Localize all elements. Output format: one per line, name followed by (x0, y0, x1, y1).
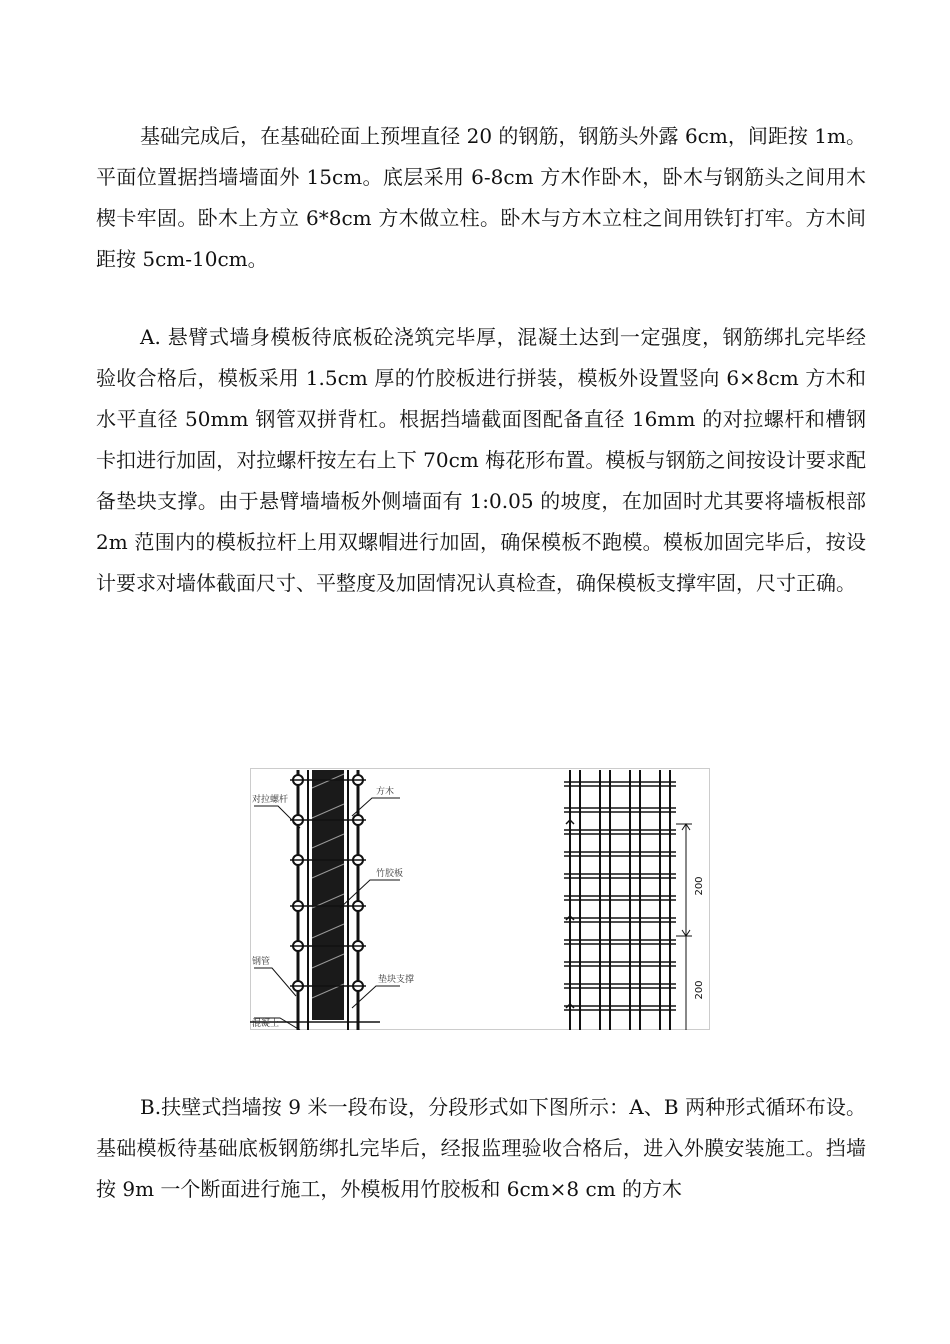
label-concrete: 混凝土 (252, 1019, 280, 1029)
paragraph-foundation: 基础完成后，在基础砼面上预埋直径 20 的钢筋，钢筋头外露 6cm，间距按 1m。平面位置据挡墙墙面外 15cm。底层采用 6-8cm 方木作卧木，卧木与钢筋头之间用木楔卡牢固。卧木上方立 6*8cm 方木做立柱。卧木与方木立柱之间用铁钉打牢。方木间距按 5cm-10cm。 (96, 124, 866, 271)
label-steel-pipe: 钢管 (252, 957, 271, 967)
dimension-lower: 200 (694, 980, 705, 1000)
label-tie-rod: 对拉螺杆 (252, 795, 289, 805)
label-bamboo-board: 竹胶板 (376, 869, 404, 879)
dimension-upper: 200 (694, 876, 705, 896)
paragraph-buttress-wall: B.扶壁式挡墙按 9 米一段布设，分段形式如下图所示：A、B 两种形式循环布设。基础模板待基础底板钢筋绑扎完毕后，经报监理验收合格后，进入外膜安装施工。挡墙按 9m 一个断面进行施工，外模板用竹胶板和 6cm×8 cm 的方木 (96, 1095, 866, 1201)
label-spacer: 垫块支撑 (378, 975, 415, 985)
label-timber: 方木 (376, 787, 395, 797)
paragraph-cantilever-wall: A. 悬臂式墙身模板待底板砼浇筑完毕厚，混凝土达到一定强度，钢筋绑扎完毕经验收合格后，模板采用 1.5cm 厚的竹胶板进行拼装，模板外设置竖向 6×8cm 方木和水平直径 50mm 钢管双拼背杠。根据挡墙截面图配备直径 16mm 的对拉螺杆和槽钢卡扣进行加固，对拉螺杆按左右上下 70cm 梅花形布置。模板与钢筋之间按设计要求配备垫块支撑。由于悬臂墙墙板外侧墙面有 1:0.05 的坡度，在加固时尤其要将墙板根部 2m 范围内的模板拉杆上用双螺帽进行加固，确保模板不跑模。模板加固完毕后，按设计要求对墙体截面尺寸、平整度及加固情况认真检查，确保模板支撑牢固，尺寸正确。 (96, 325, 866, 595)
formwork-figure (250, 768, 710, 1030)
